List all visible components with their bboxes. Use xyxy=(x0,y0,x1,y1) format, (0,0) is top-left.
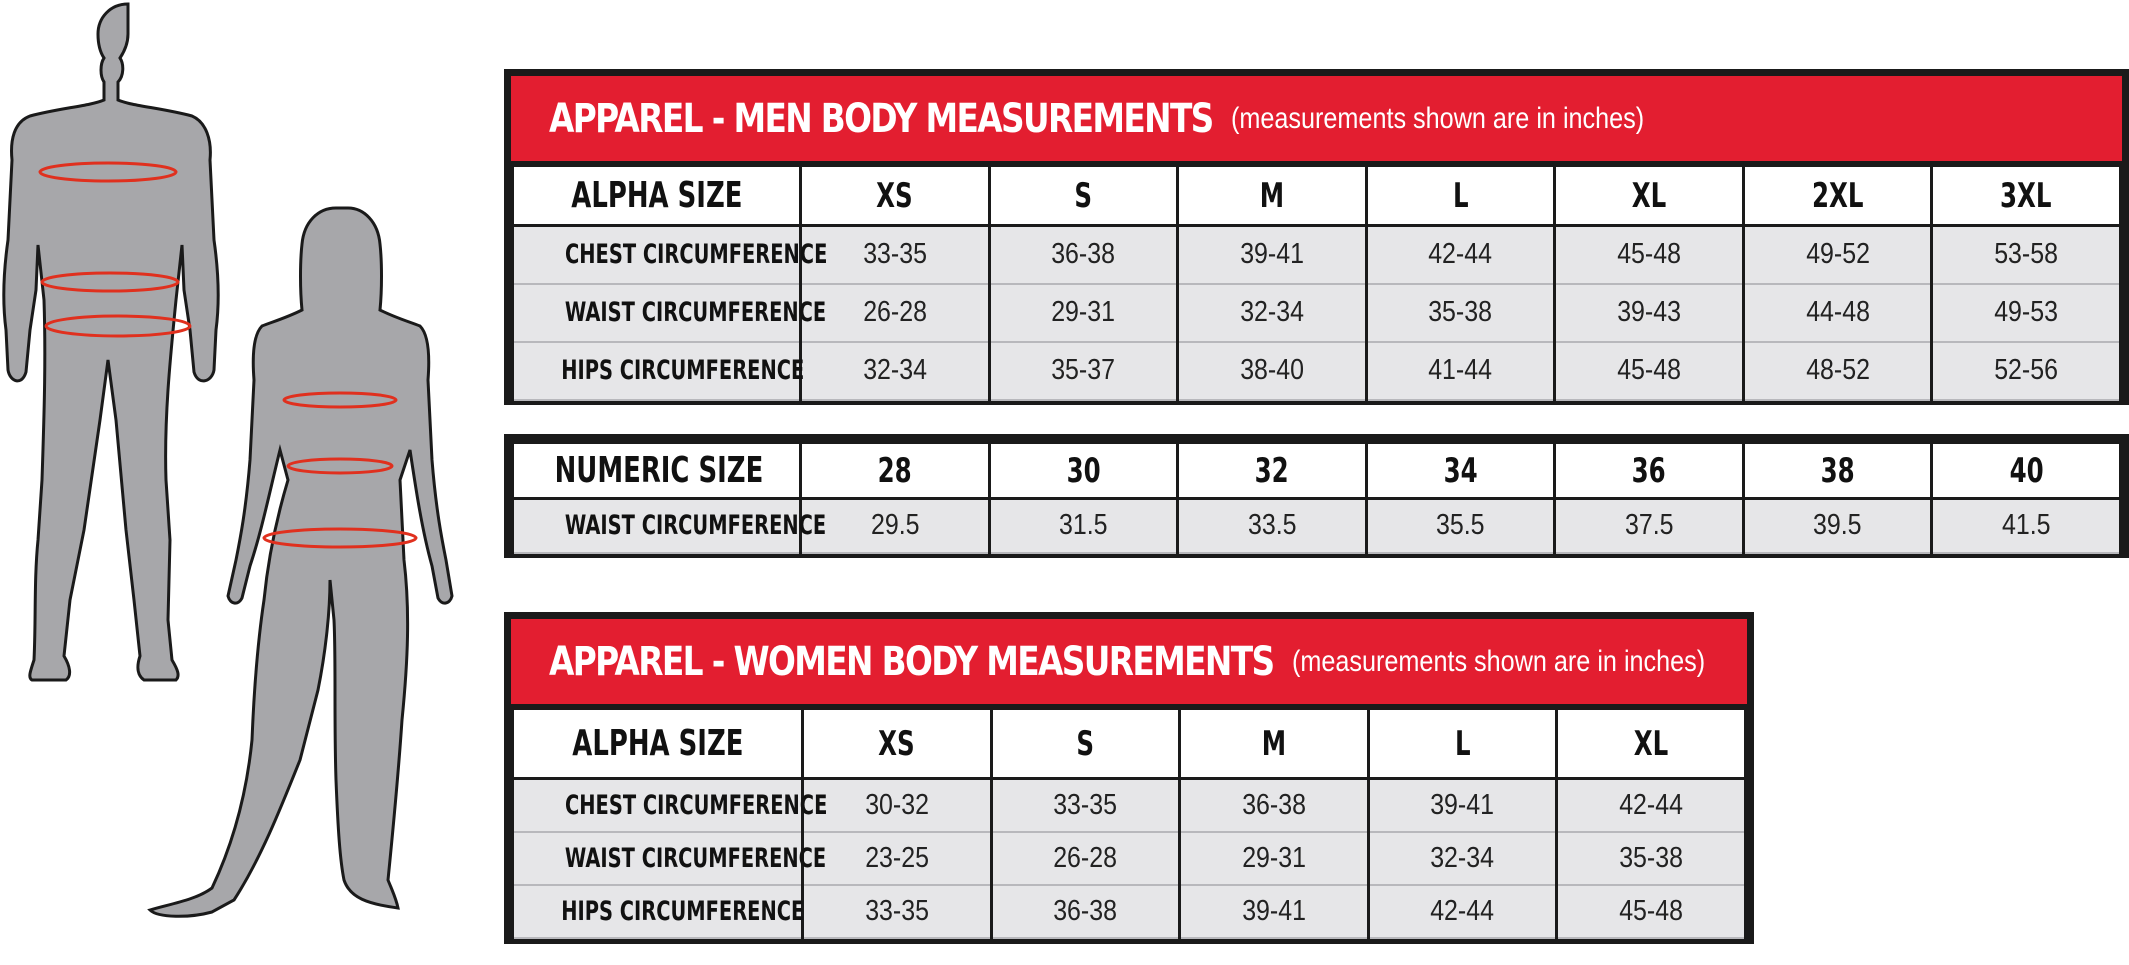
measurement-value xyxy=(801,342,990,400)
size-header-label-text: ALPHA SIZE xyxy=(571,723,744,764)
size-header-row xyxy=(513,166,2121,226)
size-header-label-text: ALPHA SIZE xyxy=(570,175,743,216)
measurement-value-text: 32-34 xyxy=(862,354,927,386)
measurement-value xyxy=(1180,779,1369,832)
size-header-xl xyxy=(1557,709,1746,779)
size-header-label xyxy=(513,166,801,226)
row-label-text: HIPS CIRCUMFERENCE xyxy=(561,895,805,927)
size-header-label xyxy=(513,443,801,499)
measurement-value-text: 37.5 xyxy=(1624,509,1674,542)
measurement-value-text: 36-38 xyxy=(1051,238,1116,271)
size-header-xl xyxy=(1555,166,1744,226)
measurement-value xyxy=(1555,226,1744,284)
measurement-value xyxy=(989,342,1178,400)
size-header-32-text: 32 xyxy=(1254,450,1289,491)
measurement-value xyxy=(801,499,990,553)
measurement-value xyxy=(803,779,992,832)
measurement-value xyxy=(1178,499,1367,553)
male-silhouette xyxy=(4,4,218,680)
measurement-value-text: 48-52 xyxy=(1805,354,1870,386)
size-header-32 xyxy=(1178,443,1367,499)
measurement-value-text: 39-41 xyxy=(1240,238,1304,271)
size-header-xs xyxy=(803,709,992,779)
measurement-value-text: 26-28 xyxy=(1053,841,1118,874)
measurement-value xyxy=(1932,284,2121,342)
measurement-value-text: 30-32 xyxy=(864,788,929,821)
measurement-value-text: 33-35 xyxy=(864,894,929,927)
table-row xyxy=(513,885,1746,938)
row-label xyxy=(513,284,827,342)
measurement-value xyxy=(1557,779,1746,832)
measurement-value-text: 42-44 xyxy=(1619,788,1684,821)
measurement-value xyxy=(1555,499,1744,553)
measurement-value xyxy=(1366,342,1555,400)
size-header-label xyxy=(513,709,803,779)
size-header-3xl xyxy=(1932,166,2121,226)
measurement-value xyxy=(1557,832,1746,885)
size-header-36-text: 36 xyxy=(1631,450,1667,491)
measurement-value xyxy=(1178,284,1367,342)
measurement-value-text: 36-38 xyxy=(1242,788,1306,821)
row-label-text: WAIST CIRCUMFERENCE xyxy=(564,510,827,542)
size-header-row xyxy=(513,443,2121,499)
measurement-value xyxy=(801,284,990,342)
measurement-value-text: 39.5 xyxy=(1813,509,1862,542)
measurement-value-text: 23-25 xyxy=(864,841,929,874)
size-header-38-text: 38 xyxy=(1820,450,1855,491)
measurement-value-text: 32-34 xyxy=(1240,296,1304,328)
women-chart-header xyxy=(511,619,1747,707)
table-row xyxy=(513,226,2121,284)
measurement-value-text: 45-48 xyxy=(1619,894,1684,927)
size-header-m xyxy=(1180,709,1369,779)
row-label xyxy=(513,226,828,284)
size-header-xl-text: XL xyxy=(1633,723,1669,764)
size-header-28-text: 28 xyxy=(877,450,912,491)
numeric-size-chart xyxy=(504,434,2129,558)
measurement-value xyxy=(991,885,1180,938)
size-header-label-text: NUMERIC SIZE xyxy=(554,450,764,491)
measurement-value-text: 35-38 xyxy=(1619,841,1684,874)
measurement-value xyxy=(1555,342,1744,400)
measurement-value-text: 31.5 xyxy=(1059,509,1108,542)
size-header-40-text: 40 xyxy=(2009,450,2044,491)
size-header-m xyxy=(1178,166,1367,226)
measurement-value xyxy=(1368,885,1557,938)
size-header-40 xyxy=(1932,443,2121,499)
size-header-l-text: L xyxy=(1454,723,1471,764)
table-row xyxy=(513,342,2121,400)
measurement-value-text: 35.5 xyxy=(1436,509,1485,542)
size-header-34 xyxy=(1366,443,1555,499)
measurement-value xyxy=(989,499,1178,553)
row-label xyxy=(513,499,827,553)
measurement-value xyxy=(803,832,992,885)
row-label xyxy=(513,342,805,400)
measurement-value-text: 49-53 xyxy=(1994,296,2059,328)
measurement-value-text: 39-43 xyxy=(1617,296,1681,328)
measurement-value-text: 35-37 xyxy=(1051,354,1116,386)
women-measurements-chart xyxy=(504,612,1754,944)
measurement-value xyxy=(1555,284,1744,342)
size-header-s xyxy=(989,166,1178,226)
size-header-xs-text: XS xyxy=(876,175,914,216)
size-header-m-text: M xyxy=(1259,175,1285,216)
measurement-value-text: 45-48 xyxy=(1617,354,1681,386)
measurement-value-text: 42-44 xyxy=(1428,238,1493,271)
size-header-m-text: M xyxy=(1261,723,1287,764)
measurement-value xyxy=(989,284,1178,342)
measurement-value-text: 35-38 xyxy=(1428,296,1493,328)
size-header-s-text: S xyxy=(1074,175,1093,216)
measurement-value-text: 45-48 xyxy=(1617,238,1681,271)
size-header-30 xyxy=(989,443,1178,499)
row-label-text: HIPS CIRCUMFERENCE xyxy=(561,355,805,386)
size-header-row xyxy=(513,709,1746,779)
row-label-text: CHEST CIRCUMFERENCE xyxy=(565,239,828,271)
numeric-size-table xyxy=(511,441,2122,554)
measurement-value-text: 41-44 xyxy=(1428,354,1493,386)
size-header-34-text: 34 xyxy=(1443,450,1478,491)
measurement-value xyxy=(1366,499,1555,553)
measurement-value-text: 39-41 xyxy=(1430,788,1495,821)
measurement-value xyxy=(1743,284,1932,342)
measurement-value-text: 52-56 xyxy=(1994,354,2059,386)
measurement-value-text: 26-28 xyxy=(862,296,927,328)
measurement-value-text: 33.5 xyxy=(1247,509,1297,542)
size-header-l xyxy=(1368,709,1557,779)
size-header-l xyxy=(1366,166,1555,226)
measurement-value xyxy=(801,226,990,284)
size-header-s-text: S xyxy=(1076,723,1095,764)
measurement-value xyxy=(1743,342,1932,400)
measurement-value-text: 53-58 xyxy=(1994,238,2059,271)
size-header-3xl-text: 3XL xyxy=(2000,175,2052,216)
men-measurements-chart xyxy=(504,69,2129,405)
men-size-table xyxy=(511,164,2122,401)
measurement-value xyxy=(991,832,1180,885)
row-label-text: CHEST CIRCUMFERENCE xyxy=(565,789,828,821)
measurement-value xyxy=(1366,284,1555,342)
row-label xyxy=(513,885,803,938)
measurement-value-text: 36-38 xyxy=(1053,894,1118,927)
measurement-value-text: 32-34 xyxy=(1430,841,1495,874)
measurement-value-text: 41.5 xyxy=(2001,509,2051,542)
size-header-28 xyxy=(801,443,990,499)
body-silhouettes-illustration xyxy=(0,0,470,965)
measurement-value-text: 42-44 xyxy=(1430,894,1495,927)
measurement-value xyxy=(1932,499,2121,553)
men-chart-header xyxy=(511,76,2122,164)
size-header-2xl xyxy=(1743,166,1932,226)
measurement-value-text: 33-35 xyxy=(862,238,927,271)
table-row xyxy=(513,499,2121,553)
women-chart-title: APPAREL - WOMEN BODY MEASUREMENTS xyxy=(549,638,1274,685)
measurement-value-text: 29-31 xyxy=(1242,841,1306,874)
measurement-value xyxy=(1180,885,1369,938)
row-label xyxy=(513,832,827,885)
size-header-xs-text: XS xyxy=(878,723,916,764)
size-header-xs xyxy=(801,166,990,226)
measurement-value xyxy=(1366,226,1555,284)
size-header-36 xyxy=(1555,443,1744,499)
measurement-value xyxy=(803,885,992,938)
measurement-value xyxy=(1178,342,1367,400)
measurement-value xyxy=(1368,779,1557,832)
measurement-value-text: 29.5 xyxy=(870,509,920,542)
measurement-value-text: 44-48 xyxy=(1805,296,1870,328)
measurement-value-text: 29-31 xyxy=(1051,296,1116,328)
men-chart-title: APPAREL - MEN BODY MEASUREMENTS xyxy=(549,95,1213,142)
size-header-l-text: L xyxy=(1452,175,1469,216)
row-label-text: WAIST CIRCUMFERENCE xyxy=(564,297,827,328)
measurement-value xyxy=(989,226,1178,284)
row-label xyxy=(513,779,828,832)
measurement-value xyxy=(1932,342,2121,400)
measurement-value-text: 33-35 xyxy=(1053,788,1118,821)
table-row xyxy=(513,779,1746,832)
measurement-value xyxy=(1368,832,1557,885)
size-header-38 xyxy=(1743,443,1932,499)
size-header-xl-text: XL xyxy=(1631,175,1667,216)
measurement-value xyxy=(1180,832,1369,885)
measurement-value xyxy=(1557,885,1746,938)
row-label-text: WAIST CIRCUMFERENCE xyxy=(564,842,827,874)
men-chart-unit-note: (measurements shown are in inches) xyxy=(1231,101,1645,135)
measurement-value xyxy=(1743,499,1932,553)
table-row xyxy=(513,284,2121,342)
size-header-30-text: 30 xyxy=(1066,450,1101,491)
measurement-value xyxy=(991,779,1180,832)
women-chart-unit-note: (measurements shown are in inches) xyxy=(1291,644,1706,678)
table-row xyxy=(513,832,1746,885)
measurement-value-text: 38-40 xyxy=(1240,354,1304,386)
women-size-table xyxy=(511,707,1747,939)
measurement-value xyxy=(1743,226,1932,284)
measurement-value-text: 39-41 xyxy=(1242,894,1306,927)
measurement-value xyxy=(1932,226,2121,284)
measurement-value-text: 49-52 xyxy=(1805,238,1870,271)
size-header-s xyxy=(991,709,1180,779)
measurement-value xyxy=(1178,226,1367,284)
size-header-2xl-text: 2XL xyxy=(1811,175,1864,216)
